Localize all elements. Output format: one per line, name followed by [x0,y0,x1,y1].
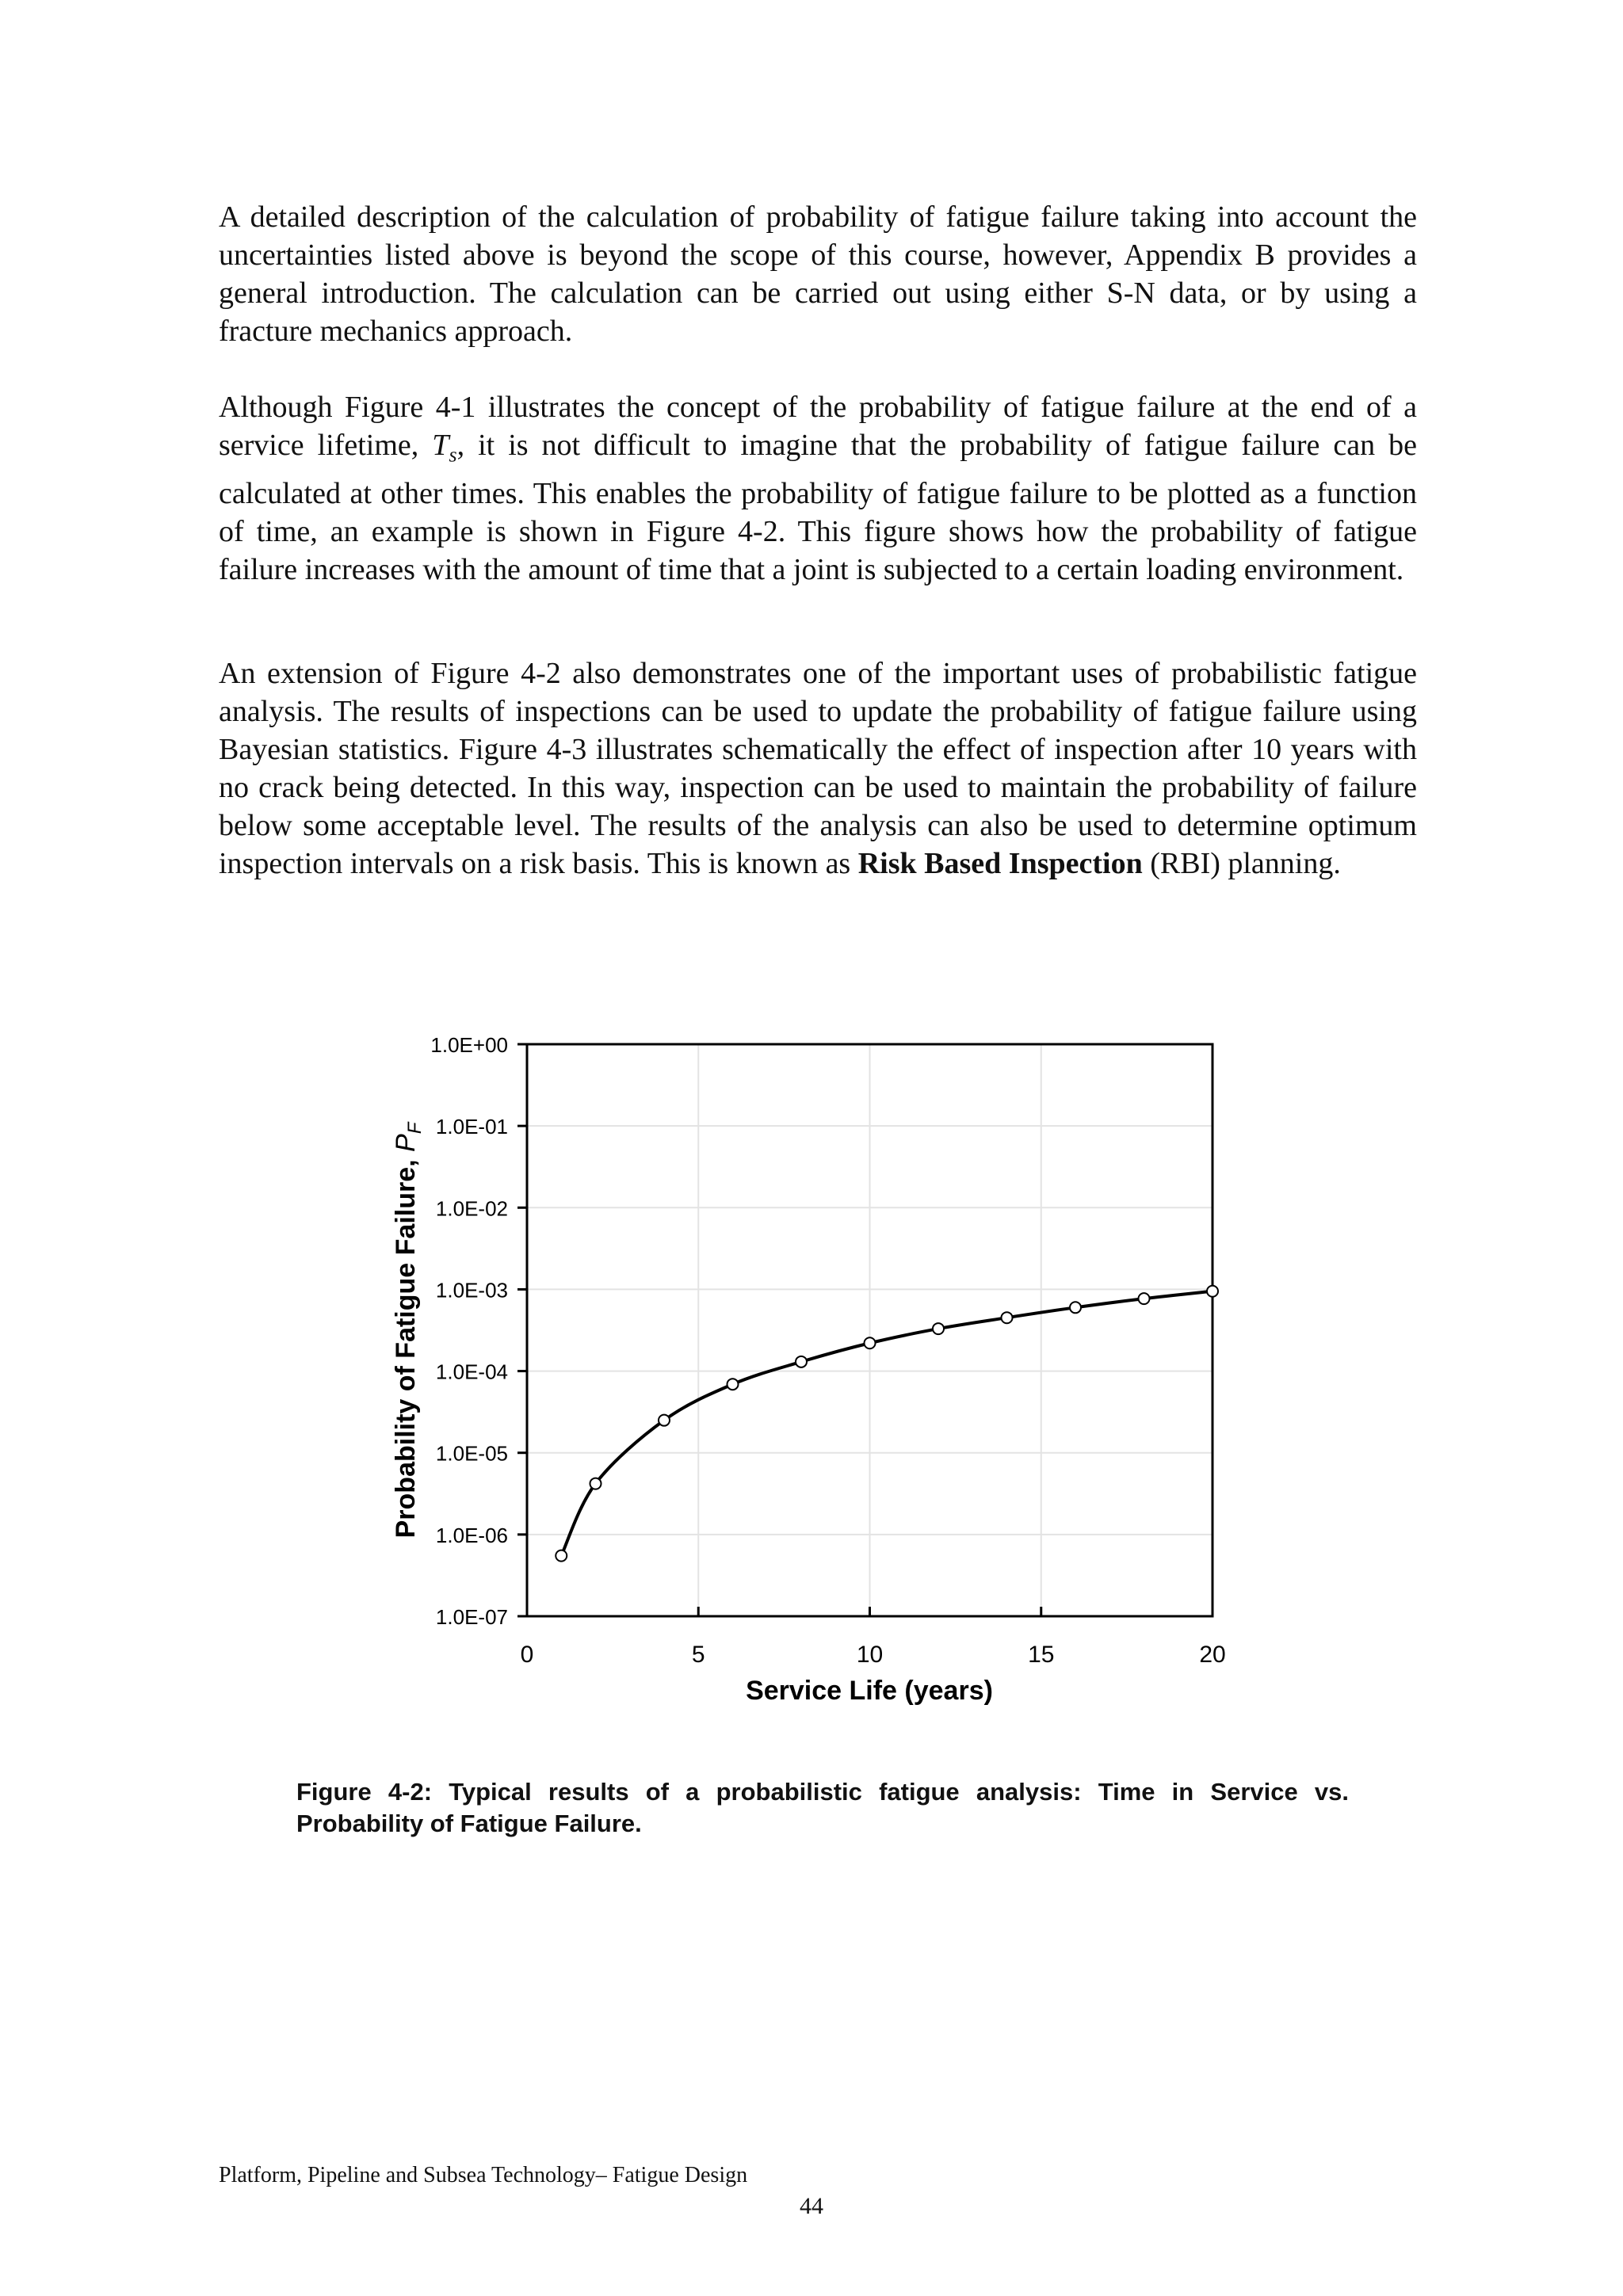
paragraph-1: A detailed description of the calculation of probability of fatigue failure taking into account the uncertainties listed above is beyond the scope of this course, however, Appendix B provides a general introduction. The calculation can be carried out using either S-N data, or by using a fracture mechanics approach. [219,200,1417,348]
x-tick-label: 5 [691,1642,705,1668]
paragraph-2-text-b: , it is not difficult to imagine that the probability of fatigue failure can be calculated at other times. This enables the probability of fatigue failure to be plotted as a function of time, an example is shown in Figure 4-2. This figure shows how the probability of fatigue failure increases with the amount of time that a joint is subjected to a certain loading environment. [219,429,1417,586]
y-axis [430,1033,527,1629]
paragraph-3-text-b: (RBI) planning. [1142,847,1341,880]
data-point [796,1356,807,1367]
probability-chart [365,1022,1276,1719]
figure-caption: Figure 4-2: Typical results of a probabilistic fatigue analysis: Time in Service vs. Probability of Fatigue Failure. [296,1778,1349,1837]
data-point [933,1323,944,1334]
data-point [1002,1312,1013,1323]
rbi-term: Risk Based Inspection [857,847,1143,880]
data-point [1207,1286,1218,1297]
y-tick-label: 1.0E+00 [430,1033,508,1057]
data-point [1139,1293,1150,1304]
y-tick-label: 1.0E-05 [435,1441,508,1466]
y-tick-label: 1.0E-01 [435,1115,508,1139]
page-number: 44 [800,2193,823,2219]
footer-title: Platform, Pipeline and Subsea Technology– Fatigue Design [219,2163,748,2187]
y-axis-label: Probability of Fatigue Failure, $P_F$ [391,1122,426,1539]
y-tick-label: 1.0E-04 [435,1360,508,1384]
y-tick-label: 1.0E-03 [435,1278,508,1302]
paragraph-3-text-a: An extension of Figure 4-2 also demonstrates one of the important uses of probabilistic fatigue analysis. The results of inspections can be used to update the probability of fatigue failure using Bayesian statistics. Figure 4-3 illustrates schematically the effect of inspection after 10 years with no crack being detected. In this way, inspection can be used to maintain the probability of failure below some acceptable level. The results of the analysis can also be used to determine optimum inspection intervals on a risk basis. This is known as [219,657,1417,880]
data-point [1070,1302,1081,1313]
paragraph-3 [219,654,1417,883]
y-tick-label: 1.0E-07 [435,1605,508,1629]
paragraph-2 [219,388,1417,589]
x-tick-label: 15 [1028,1642,1055,1668]
data-point [727,1379,739,1390]
chart-grid [527,1044,1212,1616]
service-lifetime-symbol: $T_s$ [432,429,457,467]
x-tick-label: 0 [520,1642,534,1668]
series-markers [556,1286,1218,1562]
y-tick-label: 1.0E-02 [435,1196,508,1221]
data-point [659,1415,670,1426]
paragraph-2-text-a: Although Figure 4-1 illustrates the concept of the probability of fatigue failure at the end of a service lifetime, [219,391,1417,462]
y-tick-label: 1.0E-06 [435,1523,508,1547]
x-tick-label: 10 [856,1642,884,1668]
data-point [590,1478,601,1489]
x-axis-label: Service Life (years) [746,1676,993,1706]
figure-4-2 [365,1022,1276,1719]
data-point [556,1550,567,1562]
x-tick-label: 20 [1199,1642,1226,1668]
data-point [865,1337,876,1348]
